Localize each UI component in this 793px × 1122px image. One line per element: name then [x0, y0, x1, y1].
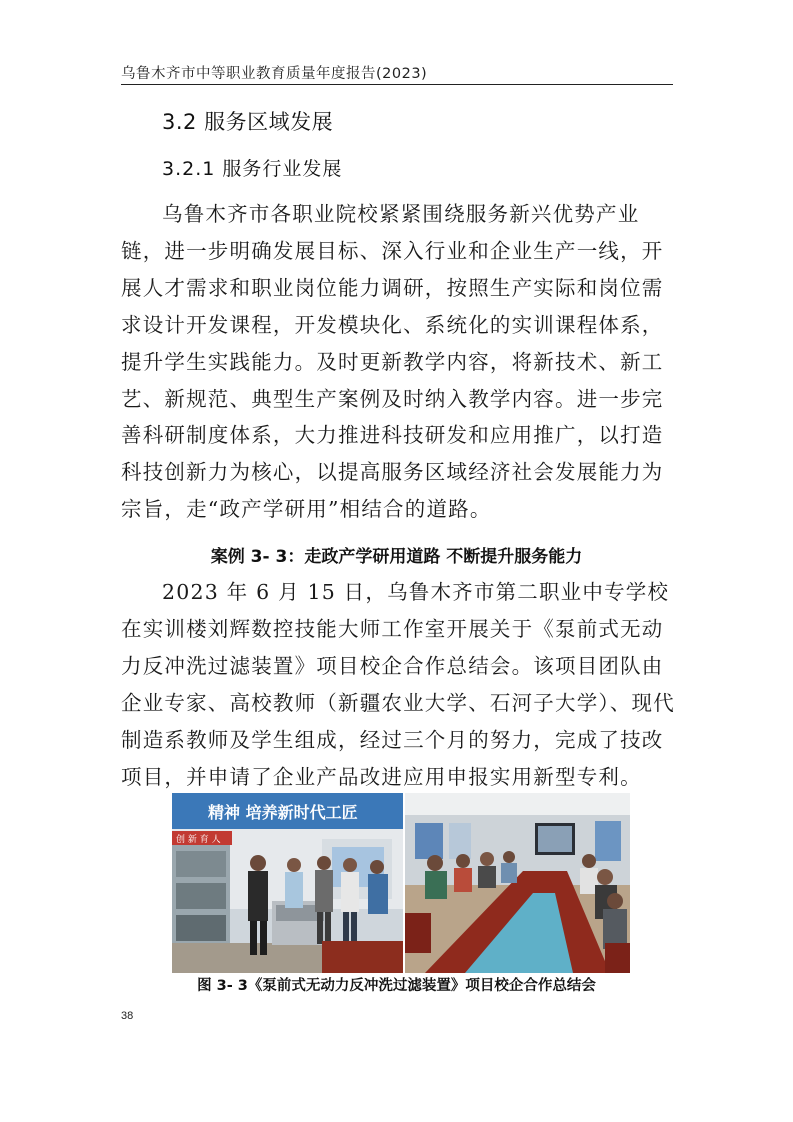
- photo-workshop: [172, 793, 403, 973]
- case-paragraph-text: 2023 年 6 月 15 日，乌鲁木齐市第二职业中专学校在实训楼刘辉数控技能大师工作室开展关于《泵前式无动力反冲洗过滤装置》项目校企合作总结会。该项目团队由企业专家、高校教师（新疆农业大学、石河子大学）、现代制造系教师及学生组成，经过三个月的努力，完成了技改项目，并申请了企业产品改进应用申报实用新型专利。: [121, 580, 675, 789]
- photo-meeting-room: [405, 793, 630, 973]
- banner-text: 精神 培养新时代工匠: [208, 803, 358, 822]
- figure-photos: [172, 793, 630, 973]
- case-title: 案例 3- 3：走政产学研用道路 不断提升服务能力: [210, 547, 583, 567]
- section-heading: 3.2 服务区域发展: [162, 110, 334, 134]
- page-header: 乌鲁木齐市中等职业教育质量年度报告(2023): [121, 66, 428, 82]
- wall-sign-text: 创 新 育 人: [176, 835, 221, 845]
- figure-caption: 图 3- 3《泵前式无动力反冲洗过滤装置》项目校企合作总结会: [197, 978, 596, 994]
- header-rule: [121, 84, 673, 85]
- subsection-heading: 3.2.1 服务行业发展: [162, 158, 343, 180]
- page-number: 38: [121, 1010, 134, 1022]
- case-paragraph: [121, 574, 681, 795]
- body-paragraph: [121, 196, 681, 528]
- body-paragraph-text: 乌鲁木齐市各职业院校紧紧围绕服务新兴优势产业链，进一步明确发展目标、深入行业和企业生产一线，开展人才需求和职业岗位能力调研，按照生产实际和岗位需求设计开发课程，开发模块化、系统化的实训课程体系，提升学生实践能力。及时更新教学内容，将新技术、新工艺、新规范、典型生产案例及时纳入教学内容。进一步完善科研制度体系，大力推进科技研发和应用推广，以打造科技创新力为核心，以提高服务区域经济社会发展能力为宗旨，走“政产学研用”相结合的道路。: [121, 202, 664, 522]
